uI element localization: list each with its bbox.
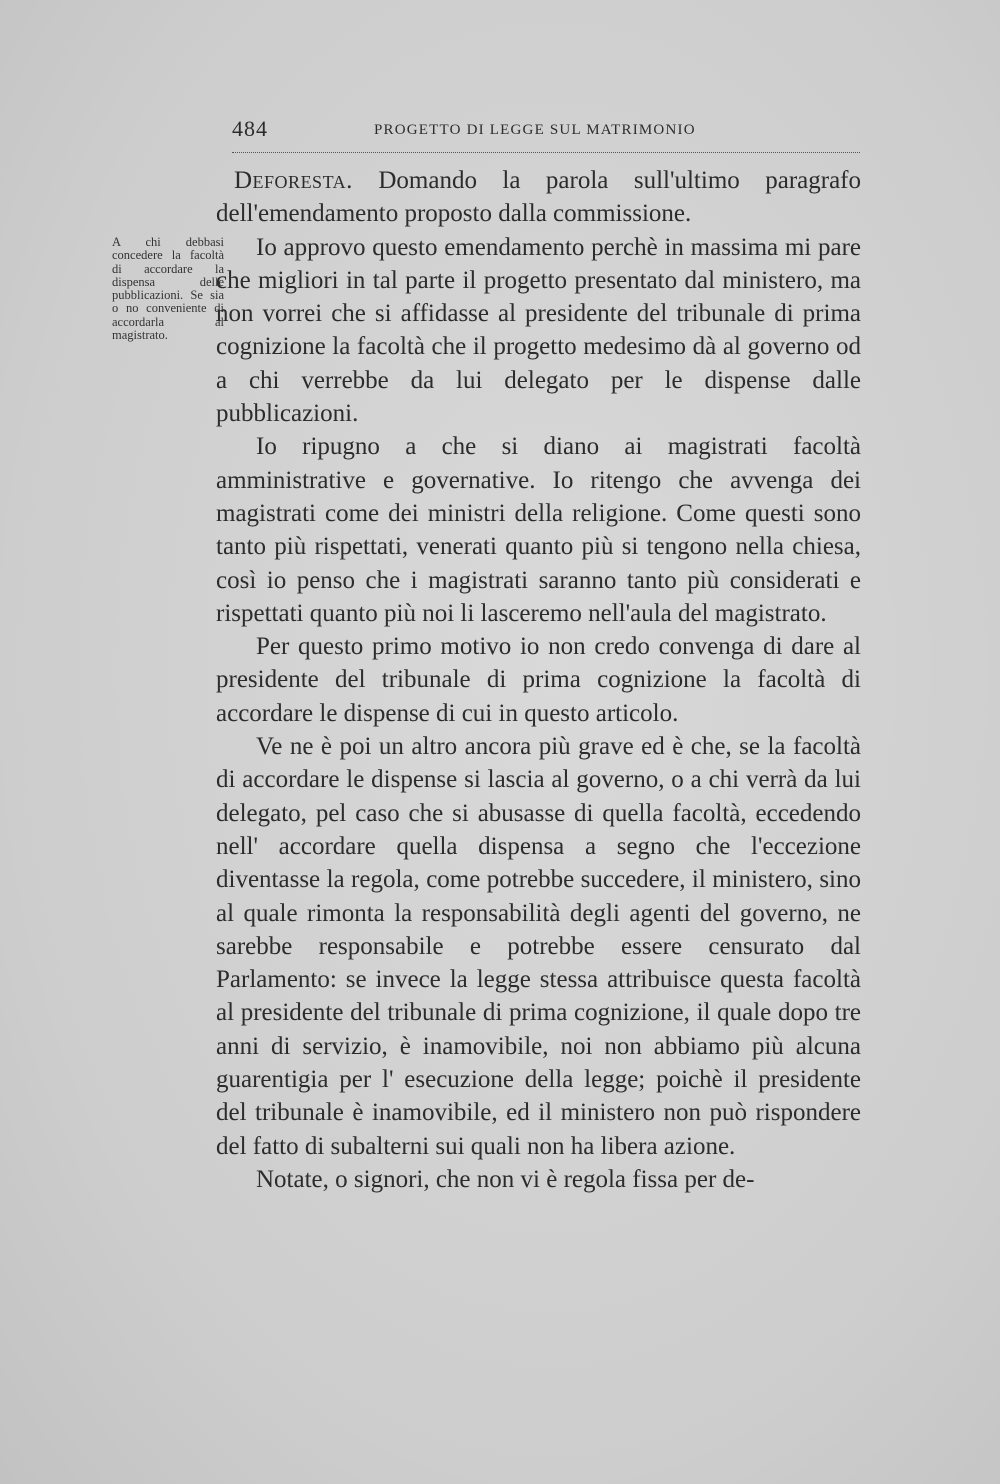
page-header — [232, 116, 860, 146]
page-number: 484 — [232, 116, 268, 141]
margin-note: A chi debbasi concedere la facoltà di accordare la dispensa delle pubblicazioni. Se sia o no conveniente di accordarla al magistrato. — [112, 235, 224, 343]
paragraph-6: Notate, o signori, che non vi è regola fissa per de- — [256, 1165, 755, 1193]
paragraph-2: Io approvo questo emendamento perchè in massima mi pare che migliori in tal parte il progetto presentato dal ministero, ma non vorrei che si affidasse al presidente del tribunale di prima cognizione la facoltà che il progetto medesimo dà al governo od a chi verrebbe da lui delegato per le dispense dalle pubblicazioni. — [216, 233, 861, 428]
paragraph-1 — [216, 164, 861, 231]
paragraph-4: Per questo primo motivo io non credo convenga di dare al presidente del tribunale di prima cognizione la facoltà di accordare le dispense di cui in questo articolo. — [216, 633, 861, 727]
header-rule — [232, 152, 860, 153]
paragraph-3: Io ripugno a che si diano ai magistrati facoltà amministrative e governative. Io ritengo che avvenga dei magistrati come dei ministri della religione. Come questi sono tanto più rispettati, venerati quanto più si tengono nella chiesa, così io penso che i magistrati saranno tanto più considerati e rispettati quanto più noi li lasceremo nell'aula del magistrato. — [216, 433, 861, 627]
paragraph-5: Ve ne è poi un altro ancora più grave ed è che, se la facoltà di accordare le dispense si lascia al governo, o a chi verrà da lui delegato, pel caso che si abusasse di quella facoltà, eccedendo nell' accordare quella dispensa a segno che l'eccezione diventasse la regola, come potrebbe succedere, il ministero, sino al quale rimonta la responsabilità degli agenti del governo, ne sarebbe responsabile e potrebbe essere censurato dal Parlamento: se invece la legge stessa attribuisce questa facoltà al presidente del tribunale di prima cognizione, il quale dopo tre anni di servizio, è inamovibile, noi non abbiamo più alcuna guarentigia per l' esecuzione della legge; poichè il presidente del tribunale è inamovibile, ed il ministero non può rispondere del fatto di subalterni sui quali non ha libera azione. — [216, 733, 861, 1160]
running-title: PROGETTO DI LEGGE SUL MATRIMONIO — [374, 122, 696, 138]
body-text — [216, 164, 861, 1196]
speaker-name: Deforesta. — [234, 167, 353, 194]
paragraph-1-text: Domando la parola sull'ultimo paragrafo dell'emendamento proposto dalla commissione. — [216, 167, 861, 228]
